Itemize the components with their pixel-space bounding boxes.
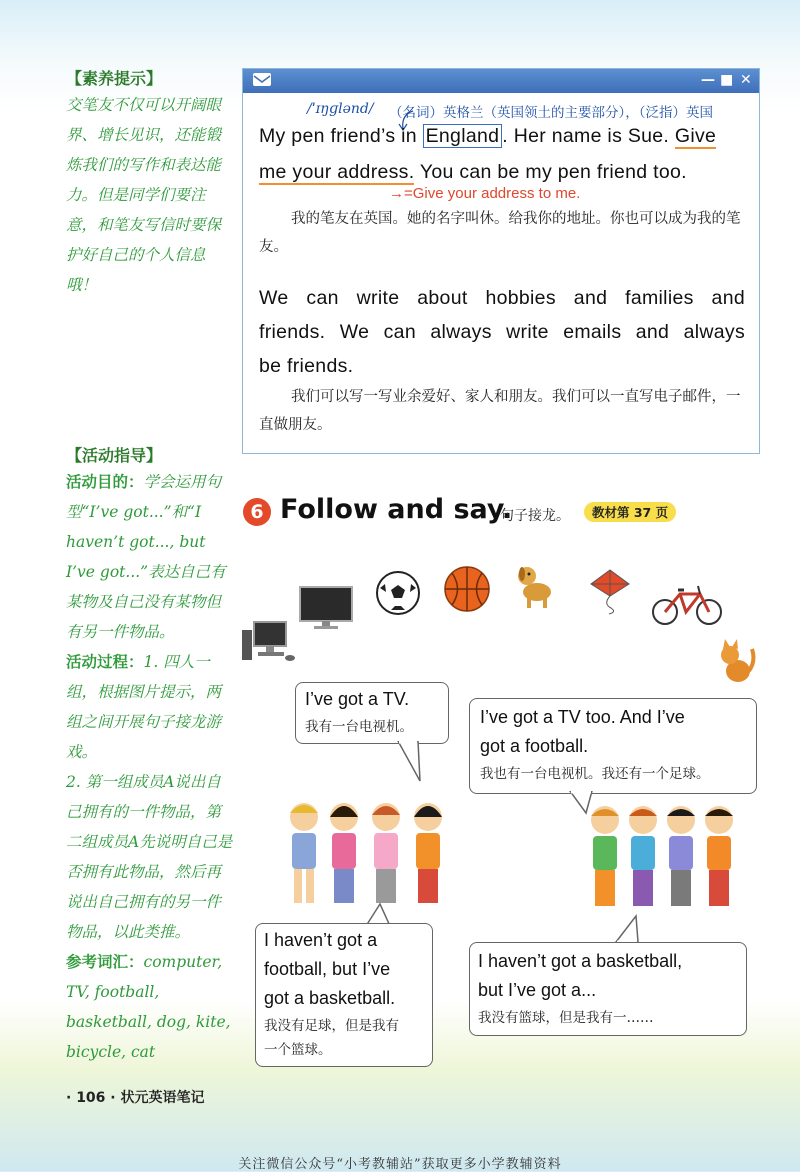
phonetic: /ˈɪŋɡlənd/ — [307, 101, 374, 117]
envelope-icon — [253, 73, 271, 86]
tip-text: 交笔友不仅可以开阔眼界、增长见识，还能锻炼我们的写作和表达能力。但是同学们要注意，和笔友写信时要保护好自己的个人信息哦！ — [66, 96, 222, 294]
bubble-4-tail — [608, 914, 642, 944]
section-title: Follow and say. — [280, 494, 513, 525]
football-icon — [375, 570, 421, 616]
email-translation-1: 我的笔友在英国。她的名字叫休。给我你的地址。你也可以成为我的笔友。 — [259, 211, 741, 255]
bubble-3-chinese-line-1: 我没有足球，但是我有 — [264, 1018, 399, 1034]
speech-bubble-4 — [469, 942, 747, 1036]
minimize-icon[interactable]: — — [701, 72, 715, 88]
bubble-3-english-line-2: football, but I’ve — [264, 959, 391, 979]
england-word: England — [423, 124, 503, 148]
email-line-1: My pen friend’s in England . Her name is Sue. Give — [259, 125, 717, 147]
vocab-text: computer, TV, football, basketball, dog, kite, bicycle, cat — [66, 953, 231, 1061]
vocab-label: 参考词汇： — [66, 952, 144, 971]
process-text-1: 1. 四人一组，根据图片提示，两组之间开展句子接龙游戏。 — [66, 653, 222, 761]
bubble-3-chinese-line-2: 一个篮球。 — [264, 1042, 332, 1058]
speech-bubble-1 — [295, 682, 449, 744]
england-annotation: （名词）英格兰（英国领土的主要部分），（泛指）英国 — [389, 105, 713, 121]
guide-text — [66, 467, 236, 1067]
kite-icon — [585, 566, 635, 616]
give-address-phrase: me your address. — [259, 161, 415, 183]
give-word: Give — [674, 125, 717, 147]
bubble-4-english-line-2: but I’ve got a... — [478, 980, 597, 1000]
dog-icon — [515, 562, 557, 610]
speech-bubble-3 — [255, 923, 433, 1067]
bubble-1-chinese: 我有一台电视机。 — [305, 719, 413, 735]
bubble-3-english-line-1: I haven’t got a — [264, 930, 378, 950]
close-icon[interactable]: ✕ — [740, 72, 752, 88]
bubble-2-chinese: 我也有一台电视机。我还有一个足球。 — [480, 766, 710, 782]
maximize-icon[interactable]: ■ — [720, 72, 734, 88]
tv-icon — [298, 585, 354, 631]
bubble-3-english-line-3: got a basketball. — [264, 988, 396, 1008]
basketball-icon — [443, 565, 491, 613]
process-label: 活动过程： — [66, 652, 144, 671]
tip-title: 【素养提示】 — [66, 69, 163, 88]
section-number-badge: 6 — [243, 498, 271, 526]
bubble-1-english: I’ve got a TV. — [305, 689, 410, 709]
bubble-2-english-line-1: I’ve got a TV too. And I’ve — [480, 707, 685, 727]
guide-title: 【活动指导】 — [66, 446, 163, 465]
bubble-2-english-line-2: got a football. — [480, 736, 589, 756]
footer-note: 关注微信公众号“小考教辅站”获取更多小学教辅资料 — [238, 1157, 562, 1172]
email-window — [242, 68, 760, 454]
email-translation-2: 我们可以写一写业余爱好、家人和朋友。我们可以一直写电子邮件，一直做朋友。 — [259, 389, 741, 433]
bubble-4-english-line-1: I haven’t got a basketball, — [478, 951, 683, 971]
goal-label: 活动目的： — [66, 472, 144, 491]
email-line-2: me your address. You can be my pen friend too. — [259, 161, 687, 183]
bubble-1-tail — [396, 741, 426, 783]
process-text-2: 2. 第一组成员A说出自己拥有的一件物品，第二组成员A先说明自己是否拥有此物品，然后再说出自己拥有的另一件物品，以此类推。 — [66, 773, 233, 941]
email-titlebar — [243, 69, 759, 93]
cat-icon — [716, 635, 758, 689]
textbook-page-badge: 教材第 37 页 — [584, 502, 676, 522]
children-group-left — [282, 795, 460, 913]
computer-icon — [240, 620, 296, 664]
give-note: →=Give your address to me. — [389, 185, 581, 202]
speech-bubble-2 — [469, 698, 757, 794]
email-paragraph-2: We can write about hobbies and families and friends. We can always write emails and always be friends. — [259, 287, 745, 377]
bubble-4-chinese: 我没有篮球，但是我有一…… — [478, 1010, 654, 1026]
page-number: · 106 · 状元英语笔记 — [66, 1090, 205, 1106]
children-group-right — [585, 800, 745, 915]
goal-text: 学会运用句型“I’ve got...”和“I haven’t got..., but I’ve got...”表达自己有某物及自己没有某物但有另一件物品。 — [66, 473, 226, 641]
bicycle-icon — [650, 580, 724, 628]
section-subtitle: 句子接龙。 — [500, 508, 570, 524]
